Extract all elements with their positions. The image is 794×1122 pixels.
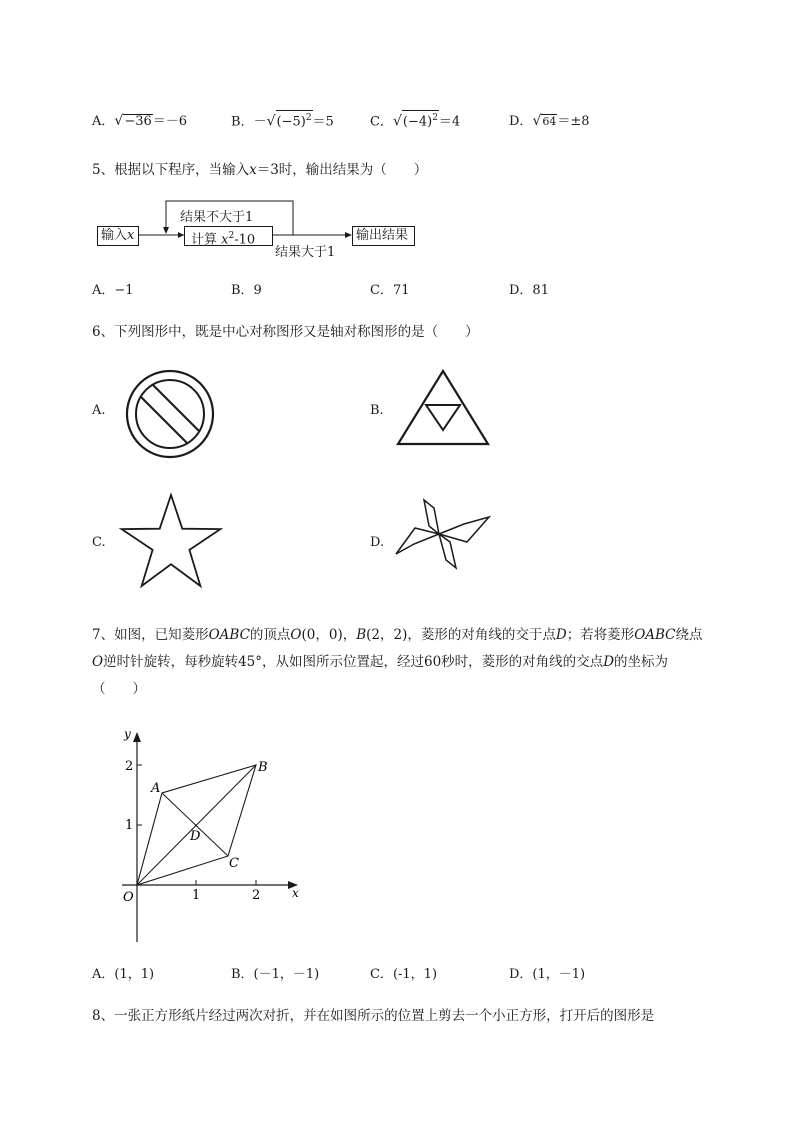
- q5-var: x: [249, 162, 257, 178]
- text-run: 的坐标为: [614, 654, 669, 670]
- q5-text-mid: ＝3时，输出结果为（ ）: [256, 162, 428, 178]
- sqrt-sign: √: [266, 113, 276, 130]
- math-b: B: [356, 627, 367, 643]
- math-oabc: OABC: [634, 627, 676, 643]
- option-rhs: ＝5: [312, 114, 334, 130]
- option-rhs: ＝4: [438, 114, 461, 130]
- q5-option-a[interactable]: A．−1: [92, 283, 134, 298]
- text-run: 绕点: [675, 627, 703, 643]
- option-label: B．: [231, 114, 254, 130]
- y-axis-arrowhead: [133, 732, 141, 742]
- text-run: ；若将菱形: [566, 627, 635, 643]
- q7-text-line-3: （ ）: [92, 681, 146, 697]
- q7-option-b[interactable]: B．(－1，－1): [231, 967, 320, 982]
- q6-option-a-label[interactable]: A.: [92, 403, 106, 418]
- option-label: C．: [370, 114, 393, 130]
- text-run: 的顶点: [249, 627, 291, 643]
- q7-option-c[interactable]: C．(-1，1): [370, 967, 438, 982]
- q7-option-a[interactable]: A．(1，1): [92, 967, 155, 982]
- diagonal-ac: [162, 793, 228, 856]
- q6-option-b-label[interactable]: B.: [370, 403, 384, 418]
- exponent: 2: [305, 113, 312, 123]
- math-o: O: [92, 654, 104, 670]
- q5-option-d[interactable]: D．81: [509, 283, 549, 298]
- sqrt-sign: √: [532, 113, 542, 129]
- option-rhs: ＝±8: [557, 114, 590, 129]
- math-oabc: OABC: [208, 627, 250, 643]
- compute-tail: -10: [234, 232, 256, 248]
- q5-text-prefix: 5、根据以下程序，当输入: [92, 162, 250, 178]
- point-d-label: D: [190, 829, 201, 844]
- math-o: O: [290, 627, 302, 643]
- math-d: D: [555, 627, 567, 643]
- compute-var: x: [221, 232, 229, 248]
- text-run: 逆时针旋转，每秒旋转45°，从如图所示位置起，经过60秒时，菱形的对角线的交点: [103, 654, 604, 670]
- y-tick-1-label: 1: [125, 818, 134, 833]
- x-tick-2-label: 2: [252, 888, 261, 903]
- sqrt-sign: √: [392, 113, 402, 130]
- option-label: A．: [92, 114, 115, 129]
- x-tick-1-label: 1: [192, 888, 201, 903]
- input-var: x: [127, 228, 135, 243]
- exponent: 2: [432, 113, 438, 123]
- q6-question-text: 6、下列图形中，既是中心对称图形又是轴对称图形的是（ ）: [92, 324, 479, 340]
- flow-loop-label: 结果不大于1: [180, 210, 254, 225]
- origin-label: O: [123, 890, 134, 905]
- flow-output-box: 输出结果: [352, 226, 415, 246]
- text-run: 7、如图，已知菱形: [92, 627, 209, 643]
- q8-question-text: 8、一张正方形纸片经过两次对折，并在如图所示的位置上剪去一个小正方形，打开后的图形是: [92, 1008, 655, 1024]
- q7-option-d[interactable]: D．(1，－1): [509, 967, 586, 982]
- radicand-base: (−4): [402, 114, 433, 130]
- input-label: 输入: [101, 228, 128, 243]
- y-axis-label: y: [124, 727, 131, 741]
- x-axis-label: x: [292, 886, 299, 900]
- q5-option-c[interactable]: C．71: [370, 283, 410, 298]
- q6-option-d-label[interactable]: D.: [370, 535, 385, 550]
- radicand-base: (−5): [276, 114, 306, 130]
- y-tick-2-label: 2: [125, 759, 134, 774]
- radicand: 64: [542, 115, 557, 128]
- point-b-label: B: [258, 760, 268, 775]
- compute-exp: 2: [228, 231, 235, 241]
- radicand: −36: [124, 114, 152, 129]
- math-d: D: [603, 654, 615, 670]
- text-run: (0，0)，: [301, 627, 357, 643]
- point-a-label: A: [151, 781, 161, 796]
- compute-label: 计算: [191, 232, 222, 248]
- flow-exit-label: 结果大于1: [275, 245, 336, 260]
- text-run: (2，2)，菱形的对角线的交于点: [366, 627, 556, 643]
- option-label: D．: [509, 114, 533, 129]
- point-c-label: C: [229, 856, 239, 871]
- sqrt-sign: √: [114, 113, 124, 129]
- q6-option-c-label[interactable]: C.: [92, 535, 106, 550]
- minus-sign: －: [253, 114, 267, 130]
- q5-option-b[interactable]: B．9: [231, 283, 262, 298]
- option-rhs: ＝－6: [152, 114, 188, 129]
